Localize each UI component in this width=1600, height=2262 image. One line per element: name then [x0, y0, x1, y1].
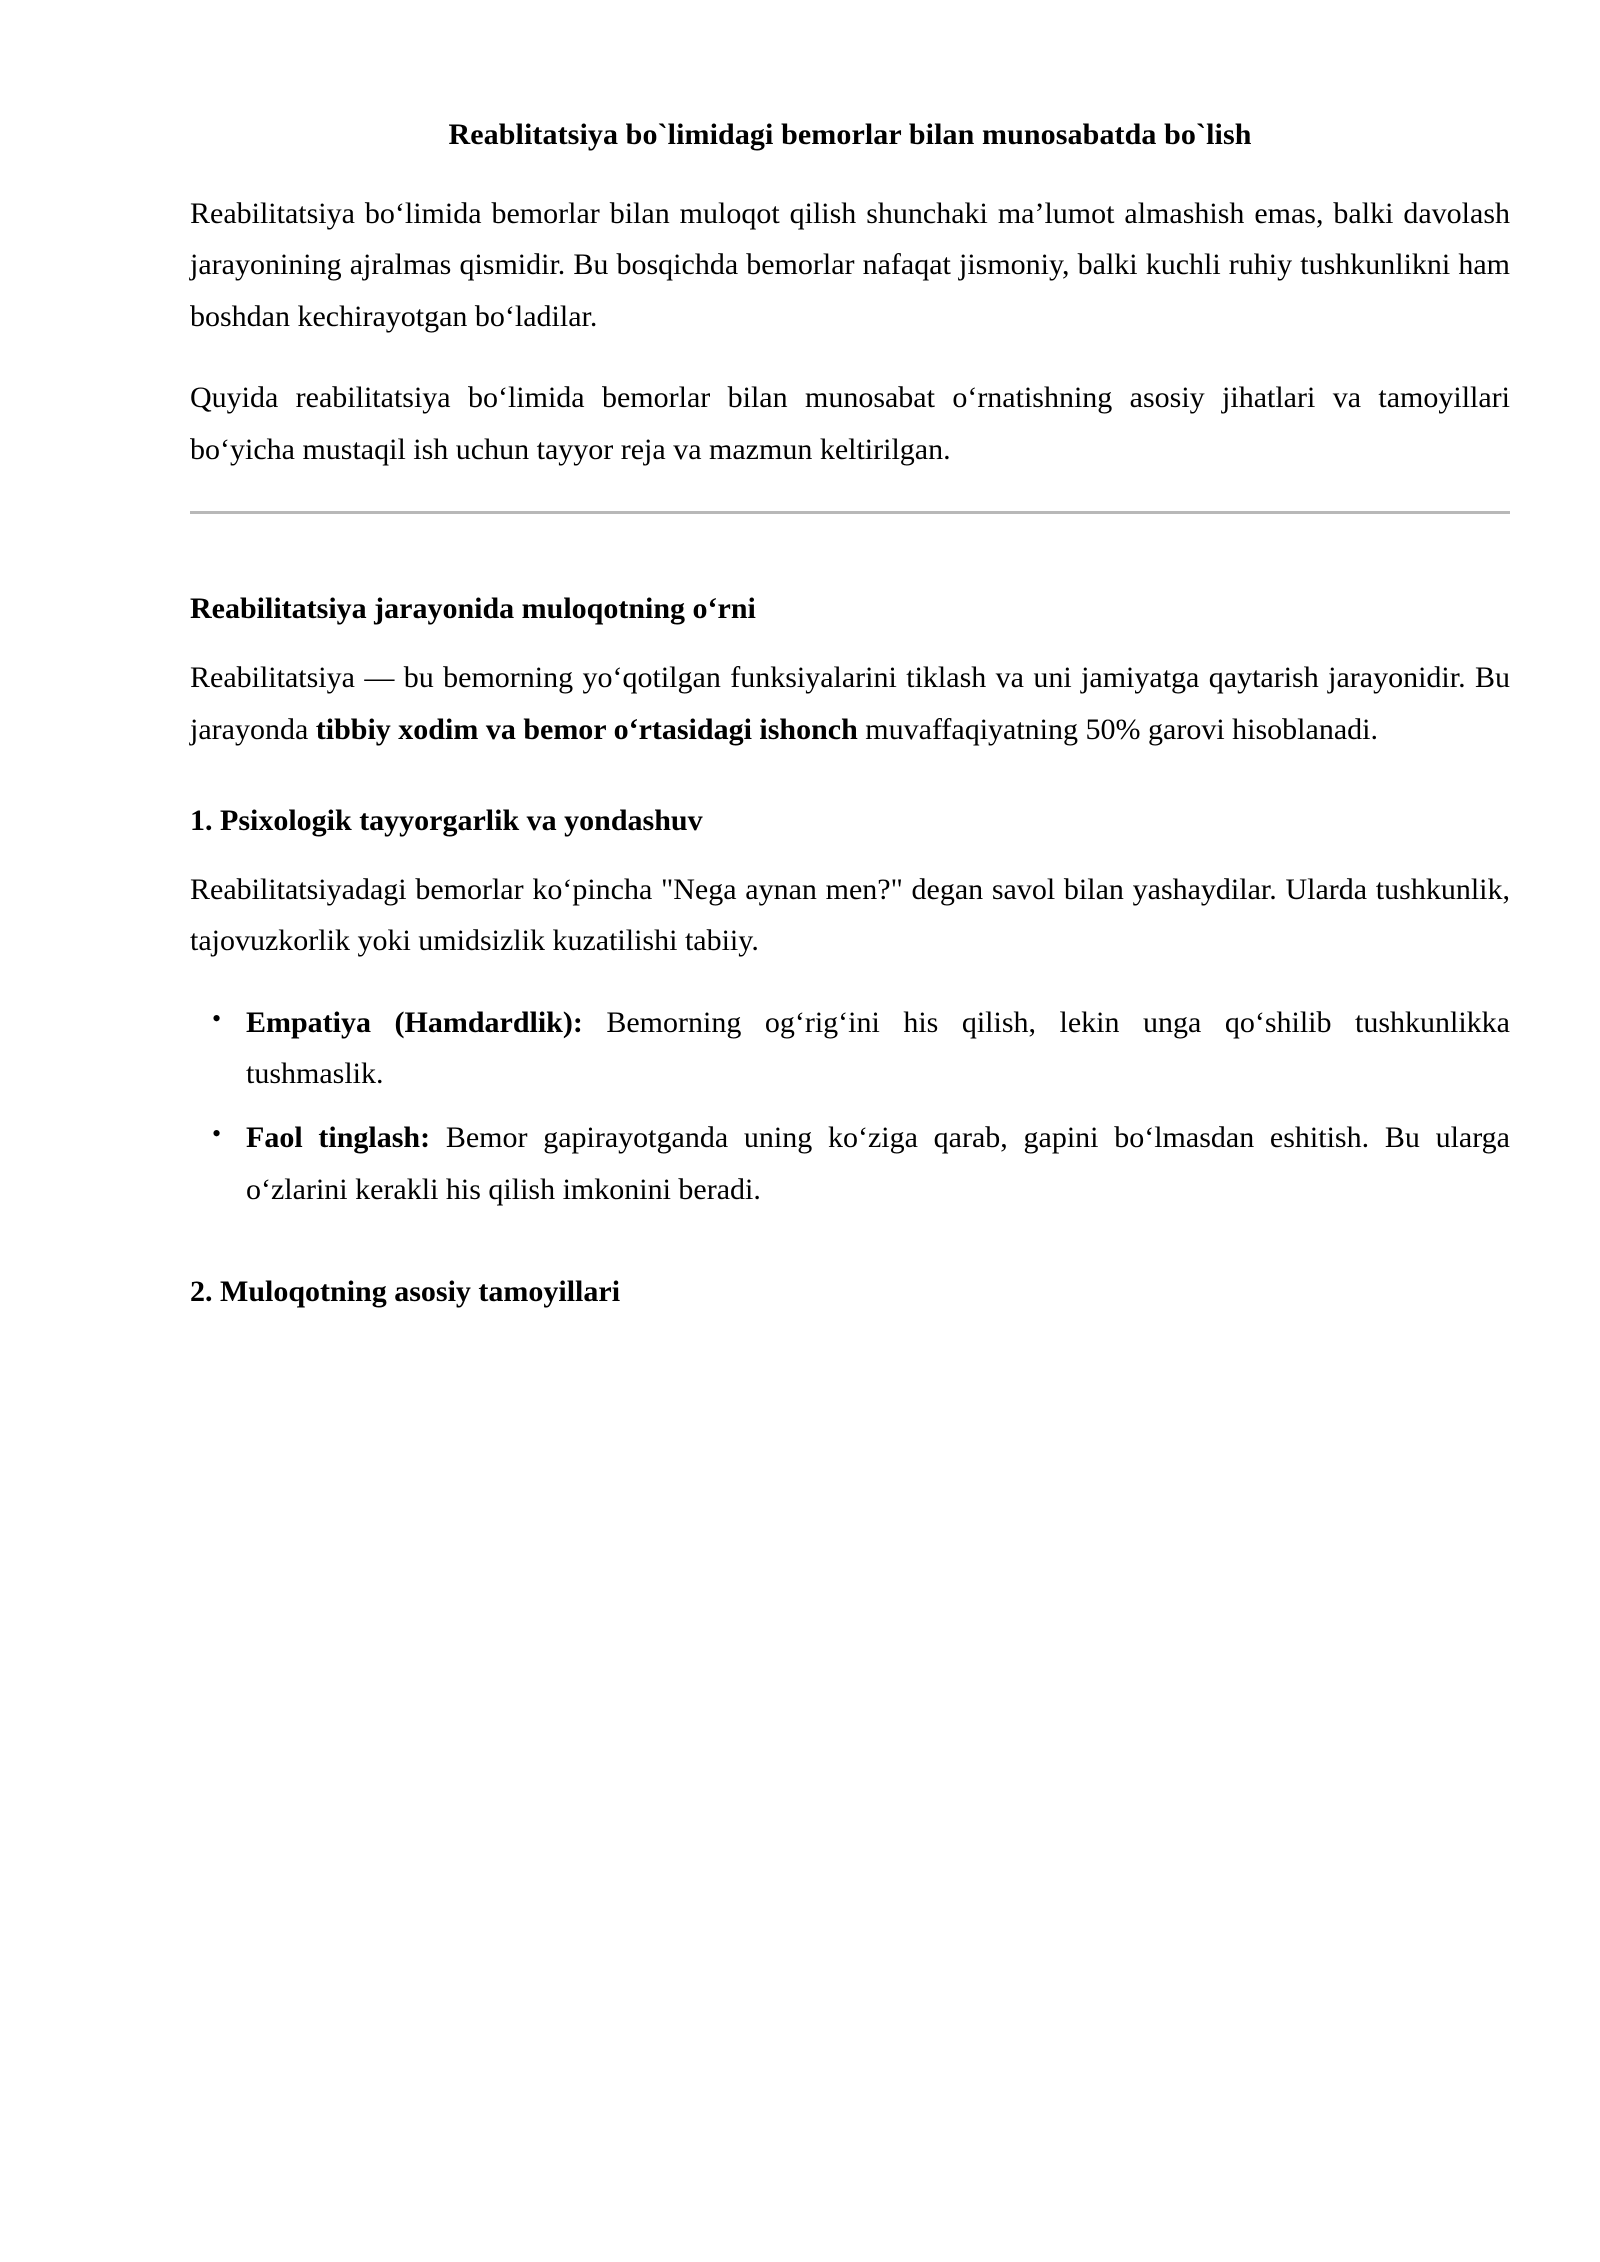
section-heading-communication-role: Reabilitatsiya jarayonida muloqotning o‘rni — [190, 592, 756, 626]
section-divider — [190, 511, 1510, 514]
section-1-paragraph — [190, 652, 1510, 755]
sub-heading-communication-principles: 2. Muloqotning asosiy tamoyillari — [190, 1275, 621, 1309]
list-item-text: Bemor gapirayotganda uning ko‘ziga qarab, gapini bo‘lmasdan eshitish. Bu ularga o‘zlarini kerakli his qilish imkonini beradi. — [246, 1121, 1510, 1206]
intro-paragraph-2: Quyida reabilitatsiya bo‘limida bemorlar bilan munosabat o‘rnatishning asosiy jihatlari va tamoyillari bo‘yicha mustaqil ish uchun tayyor reja va mazmun keltirilgan. — [190, 381, 1510, 466]
page-title: Reablitatsiya bo`limidagi bemorlar bilan munosabatda bo`lish — [448, 118, 1252, 151]
section-1-paragraph-bold: tibbiy xodim va bemor o‘rtasidagi ishonch — [315, 713, 858, 747]
list-item-term: Faol tinglash: — [246, 1121, 431, 1155]
list-item-term: Empatiya (Hamdardlik): — [246, 1005, 583, 1039]
bullet-icon: • — [212, 1119, 222, 1149]
section-1-paragraph-part-2: muvaffaqiyatning 50% garovi hisoblanadi. — [857, 713, 1378, 747]
sub-heading-psychological-preparation: 1. Psixologik tayyorgarlik va yondashuv — [190, 803, 703, 837]
list-item-text: Bemorning og‘rig‘ini his qilish, lekin unga qo‘shilib tushkunlikka tushmaslik. — [246, 1005, 1510, 1091]
principles-bullet-list — [190, 997, 1510, 1215]
intro-paragraph-1: Reabilitatsiya bo‘limida bemorlar bilan muloqot qilish shunchaki ma’lumot almashish emas, balki davolash jarayonining ajralmas qismidir. Bu bosqichda bemorlar nafaqat jismoniy, balki kuchli ruhiy tushkunlikni ham boshdan kechirayotgan bo‘ladilar. — [190, 196, 1510, 333]
document-content — [190, 116, 1510, 1313]
section-1-paragraph-part-1: Reabilitatsiya — bu bemorning yo‘qotilgan funksiyalarini tiklash va uni jamiyatga qaytarish jarayonidir. Bu jarayonda — [190, 661, 1510, 747]
sub-1-paragraph: Reabilitatsiyadagi bemorlar ko‘pincha "Nega aynan men?" degan savol bilan yashaydilar. Ularda tushkunlik, tajovuzkorlik yoki umidsizlik kuzatilishi tabiiy. — [190, 872, 1510, 958]
list-item — [190, 1112, 1510, 1215]
bullet-icon: • — [212, 1003, 222, 1033]
list-item — [190, 997, 1510, 1100]
